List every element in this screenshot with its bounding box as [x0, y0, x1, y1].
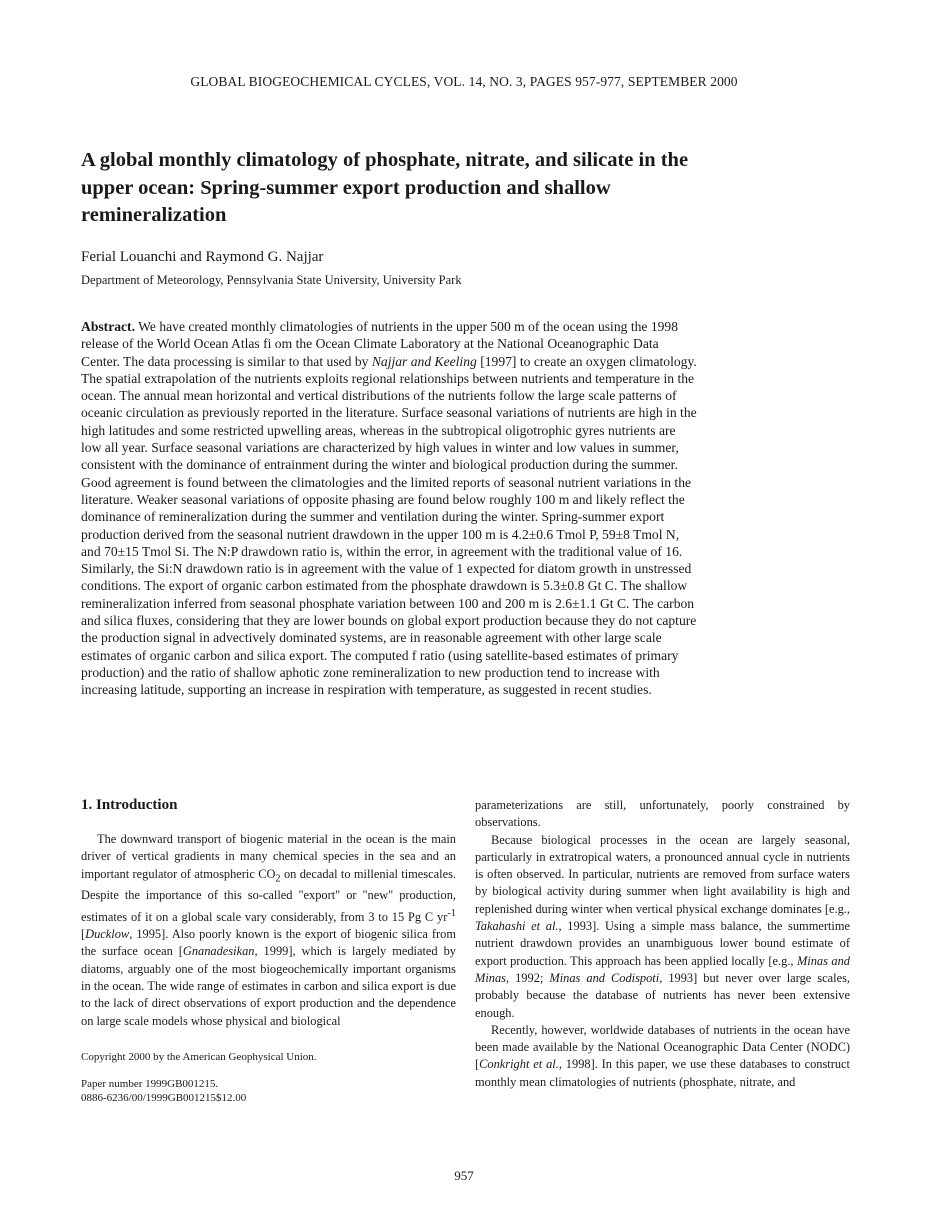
journal-header: GLOBAL BIOGEOCHEMICAL CYCLES, VOL. 14, NO. 3, PAGES 957-977, SEPTEMBER 2000	[190, 74, 738, 89]
citation: Takahashi et al.	[475, 919, 559, 934]
right-column	[475, 797, 850, 1091]
affiliation: Department of Meteorology, Pennsylvania State University, University Park	[81, 273, 462, 287]
paper-number-block	[81, 1077, 456, 1105]
co2-subscript: 2	[275, 873, 281, 885]
issn-line: 0886-6236/00/1999GB001215$12.00	[81, 1091, 247, 1104]
citation: Gnanadesikan	[182, 944, 255, 959]
abstract-text: We have created monthly climatologies of nutrients in the upper 500 m of the ocean using the 1998 release of the World Ocean Atlas fi om the Ocean Climate Laboratory at the National Oceanographic Data Center. The data processing is similar to that used by	[81, 319, 679, 369]
citation: Minas and Minas	[475, 953, 850, 985]
abstract-text: [1997] to create an oxygen climatology. The spatial extrapolation of the nutrients exploits regional relationships between nutrients and temperature in the ocean. The annual mean horizontal and vertical distributions of the nutrients follow the large scale patterns of oceanic circulation as previously reported in the literature. Surface seasonal variations of nutrients are high in the high latitudes and some restricted upwelling areas, whereas in the subtropical oligotrophic gyres nutrients are low all year. Surface seasonal variations are characterized by high values in winter and low values in summer, consistent with the dominance of entrainment during the winter and biological production during the summer. Good agreement is found between the climatologies and the limited reports of seasonal nutrient variations in the literature. Weaker seasonal variations of opposite phasing are found below roughly 100 m and likely reflect the dominance of remineralization during the summer and ventilation during the winter. Spring-summer export production derived from the seasonal nutrient drawdown in the upper 100 m is 4.2±0.6 Tmol P, 59±8 Tmol N, and 70±15 Tmol Si. The N:P drawdown ratio is, within the error, in agreement with the traditional value of 16. Similarly, the Si:N drawdown ratio is in agreement with the value of 1 expected for diatom growth in unstressed conditions. The export of organic carbon estimated from the phosphate drawdown is 5.3±0.8 Gt C. The shallow remineralization inferred from seasonal phosphate variation between 100 and 200 m is 2.6±1.1 Gt C. The carbon and silica fluxes, considering that they are lower bounds on global export production because they do not capture the production signal in advectively dominated systems, are in reasonable agreement with other large scale estimates of organic carbon and silica export. The computed f ratio (using satellite-based estimates of primary production) and the ratio of shallow aphotic zone remineralization to new production tend to increase with increasing latitude, supporting an increase in respiration with temperature, as suggested in recent studies.	[81, 353, 697, 698]
abstract	[81, 318, 697, 699]
intro-paragraph-1: The downward transport of biogenic material in the ocean is the main driver of vertical gradients in many chemical species in the sea and an important regulator of atmospheric $CO_2$ on decadal to millenial timescales. Despite the importance of this so-called "export" or "new" production, estimates of it on a global scale vary considerably, from 3 to 15 Pg C $yr^{-1}$ [Ducklow, 1995]. Also poorly known is the export of biogenic silica from the surface ocean [Gnanadesikan, 1999], which is largely mediated by diatoms, arguably one of the most biogeochemically important organisms in the ocean. The wide range of estimates in carbon and silica export is due to the lack of direct observations of export production and the dependence on large scale models whose physical and biological	[81, 832, 456, 1028]
section-heading: 1. Introduction	[81, 797, 178, 813]
copyright-notice: Copyright 2000 by the American Geophysical Union.	[81, 1050, 317, 1063]
intro-paragraph-2: Because biological processes in the ocean are largely seasonal, particularly in extratropical waters, a pronounced annual cycle in nutrients is often observed. In particular, nutrients are removed from surface waters by biological activity during summer when light availability is high and replenished during winter when vertical physical exchange dominates [e.g., Takahashi et al., 1993]. Using a simple mass balance, the summertime nutrient drawdown provides an unambiguous lower bound estimate of export production. This approach has been applied locally [e.g., Minas and Minas, 1992; Minas and Codispoti, 1993] but never over large scales, probably because the database of nutrients has never been extensive enough.	[475, 832, 850, 1020]
intro-paragraph-3: Recently, however, worldwide databases of nutrients in the ocean have been made available by the National Oceanographic Data Center (NODC) [Conkright et al., 1998]. In this paper, we use these databases to construct monthly mean climatologies of nutrients (phosphate, nitrate, and	[475, 1022, 850, 1089]
intro-paragraph-continuation: parameterizations are still, unfortunately, poorly constrained by observations.	[475, 798, 850, 830]
citation: Conkright et al.	[479, 1057, 559, 1072]
page-number: 957	[454, 1168, 474, 1183]
citation: Minas and Codispoti	[549, 970, 660, 985]
paper-title: A global monthly climatology of phosphate, nitrate, and silicate in the upper ocean: Spring-summer export production and shallow remineralization	[81, 149, 689, 226]
abstract-label: Abstract.	[81, 319, 135, 334]
left-column	[81, 797, 456, 1105]
paper-number: Paper number 1999GB001215.	[81, 1077, 219, 1090]
citation: Ducklow	[85, 927, 130, 942]
citation: Najjar and Keeling	[371, 353, 477, 369]
unit-exponent: -1	[447, 907, 456, 919]
authors: Ferial Louanchi and Raymond G. Najjar	[81, 249, 324, 265]
